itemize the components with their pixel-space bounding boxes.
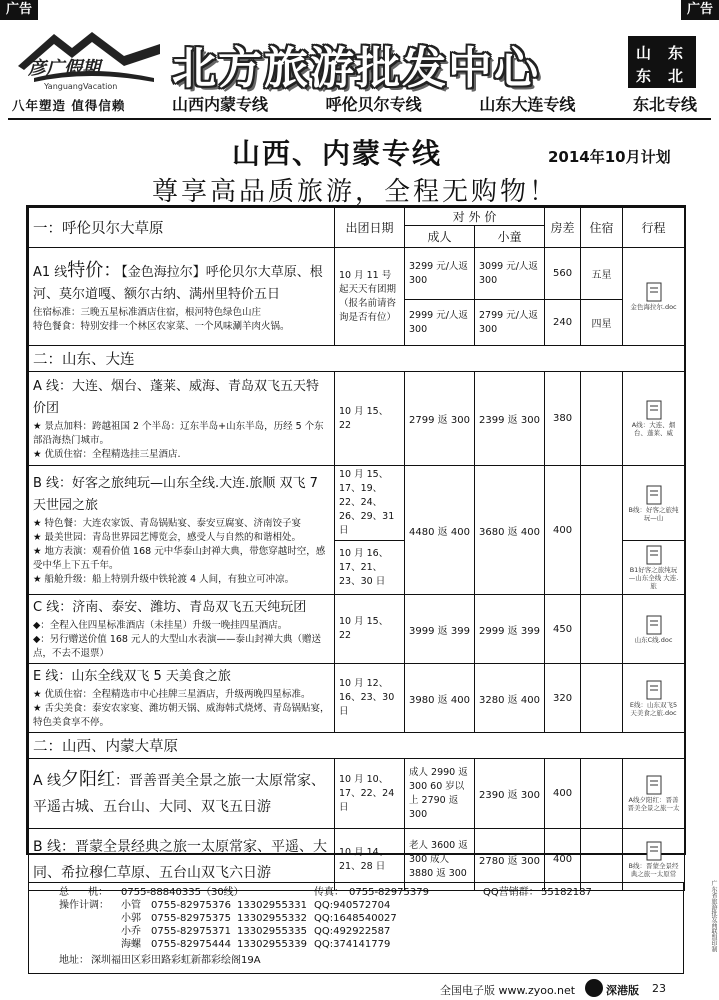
child-price: 2999 返 399 <box>475 595 545 664</box>
route-cell <box>29 664 335 733</box>
page-number: 23 <box>652 982 666 995</box>
logo-name: 彦广假期 <box>28 58 100 79</box>
route-note: ★ 特色餐：大连农家饭、青岛锅贴宴、泰安豆腐宴、济南饺子宴 <box>33 518 302 529</box>
route-note: ★ 舌尖美食：泰安农家宴、潍坊朝天锅、威海韩式烧烤、青岛锅贴宴，特色美食享不停。 <box>33 703 330 728</box>
badge-icon <box>585 979 603 997</box>
itinerary-table <box>28 207 685 891</box>
region-char: 东 <box>636 67 652 85</box>
document-icon <box>646 775 662 795</box>
document-icon <box>646 400 662 420</box>
itinerary-doc[interactable] <box>623 372 685 466</box>
region-char: 山 <box>636 44 652 62</box>
route-special: 夕阳红 <box>61 769 116 790</box>
itinerary-doc[interactable] <box>623 759 685 829</box>
qq-group-label: QQ营销群： <box>483 887 539 898</box>
itinerary-doc[interactable] <box>623 466 685 541</box>
route-note: ◆：另行赠送价值 168 元人的大型山水表演——泰山封禅大典（赠送点，不去不退票） <box>33 634 321 659</box>
doc-filename: A线：大连、烟台、蓬莱、威 <box>631 421 676 437</box>
staff-tel: 0755-82975371 <box>151 926 231 937</box>
line-item: 东北专线 <box>632 95 697 114</box>
site-link[interactable]: 全国电子版 www.zyoo.net <box>440 984 576 997</box>
route-title: E 线：山东全线双飞 5 天美食之旅 <box>33 669 231 684</box>
doc-filename: B线：晋蒙全景经典之旅一太原常 <box>628 862 679 878</box>
adult-price: 3980 返 400 <box>405 664 475 733</box>
route-title: B 线：好客之旅纯玩—山东全线.大连.旅顺 双飞 7天世园之旅 <box>33 476 318 513</box>
section-title: 一：呼伦贝尔大草原 <box>29 208 335 248</box>
plan-date: 2014年10月计划 <box>548 148 671 166</box>
route-note: 住宿标准：三晚五星标准酒店住宿，根河特色绿色山庄 <box>33 306 262 318</box>
route-title <box>33 260 330 306</box>
departure-date: 10 月 16、17、21、23、30 日 <box>335 541 405 595</box>
divider <box>8 118 711 120</box>
staff-tel: 0755-82975444 <box>151 939 231 950</box>
qq-group: 55182187 <box>541 887 592 898</box>
document-icon <box>646 680 662 700</box>
edition: 深港版 <box>606 984 639 997</box>
staff-name: 小郭 <box>121 913 141 924</box>
doc-filename: B线：好客之旅纯玩—山 <box>628 505 679 522</box>
itinerary-doc[interactable] <box>623 664 685 733</box>
staff-qq: QQ:492922587 <box>314 926 391 937</box>
room-diff: 400 <box>545 466 581 595</box>
route-title <box>33 767 330 820</box>
section-title: 二：山东、大连 <box>29 346 685 372</box>
child-price: 3099 元/人返 300 <box>475 248 545 300</box>
departure-date: 10 月 10、17、22、24 日 <box>335 759 405 829</box>
departure-date: 10 月 12、16、23、30 日 <box>335 664 405 733</box>
itinerary-doc[interactable] <box>623 595 685 664</box>
adult-price: 3999 返 399 <box>405 595 475 664</box>
child-price: 2390 返 300 <box>475 759 545 829</box>
route-special: 特价： <box>67 259 122 281</box>
staff-tel: 0755-82975376 <box>151 900 231 911</box>
col-room-diff: 房差 <box>545 208 581 248</box>
document-icon <box>646 282 662 302</box>
staff-name: 小乔 <box>121 926 141 937</box>
document-icon <box>646 545 662 565</box>
staff-name: 小管 <box>121 900 141 911</box>
room-diff: 400 <box>545 829 581 891</box>
region-char: 东 <box>668 44 684 62</box>
doc-filename: A线夕阳红：晋善晋美全景之旅一太 <box>627 796 680 812</box>
col-price: 对 外 价 <box>405 208 545 226</box>
region-char: 北 <box>668 67 684 85</box>
special-lines <box>172 92 697 115</box>
room-diff: 450 <box>545 595 581 664</box>
address-label: 地址： <box>59 955 89 966</box>
staff-mobile: 13302955332 <box>237 913 307 924</box>
child-price: 3680 返 400 <box>475 466 545 595</box>
main-phone-label: 总 机： <box>59 887 109 898</box>
subheading: 尊享高品质旅游，全程无购物！ <box>152 177 559 207</box>
line-item: 山东大连专线 <box>479 95 576 114</box>
route-title: C 线：济南、泰安、潍坊、青岛双飞五天纯玩团 <box>33 600 307 615</box>
fax-number: 0755-82975379 <box>349 887 429 898</box>
document-icon <box>646 615 662 635</box>
hotel-level <box>581 759 623 829</box>
col-child: 小童 <box>475 226 545 248</box>
itinerary-doc[interactable] <box>623 248 685 346</box>
room-diff: 380 <box>545 372 581 466</box>
room-diff: 240 <box>545 300 581 346</box>
route-cell <box>29 372 335 466</box>
brand-title: 北方旅游批发中心 <box>172 43 540 94</box>
contact-box <box>28 882 684 974</box>
ad-label-right: 广告 <box>681 0 719 20</box>
main-phone: 0755-88840335（30线） <box>121 887 244 898</box>
slogan: 八年塑造 值得信赖 <box>12 98 126 113</box>
doc-filename: 山东C线.doc <box>634 635 673 644</box>
route-cell <box>29 466 335 595</box>
staff-mobile: 13302955339 <box>237 939 307 950</box>
staff-mobile: 13302955335 <box>237 926 307 937</box>
adult-price: 2999 元/人返 300 <box>405 300 475 346</box>
adult-price: 老人 3600 返 300 成人 3880 返 300 <box>405 829 475 891</box>
departure-date: 10 月 15、17、19、22、24、26、29、31 日 <box>335 466 405 541</box>
staff-tel: 0755-82975375 <box>151 913 231 924</box>
staff-qq: QQ:1648540027 <box>314 913 397 924</box>
staff-qq: QQ:374141779 <box>314 939 391 950</box>
region-badge <box>628 36 696 88</box>
logo-english: YanguangVacation <box>44 82 118 91</box>
departure-date: 10 月 15、22 <box>335 595 405 664</box>
staff-qq: QQ:940572704 <box>314 900 391 911</box>
route-title-text: 【金色海拉尔】呼伦贝尔大草原、根河、莫尔道嘎、额尔古纳、满州里特价五日 <box>33 264 323 302</box>
route-cell <box>29 595 335 664</box>
route-title: A 线：大连、烟台、蓬莱、威海、青岛双飞五天特价团 <box>33 378 320 416</box>
ops-label: 操作计调： <box>59 900 109 911</box>
doc-filename: B1好客之旅纯玩—山东全线 大连.旅 <box>628 566 679 590</box>
company-logo <box>14 26 164 96</box>
route-prefix: A 线 <box>33 773 62 789</box>
document-icon <box>646 485 662 505</box>
col-hotel: 住宿 <box>581 208 623 248</box>
doc-filename: 金色海拉尔.doc <box>630 303 677 311</box>
line-item: 山西内蒙专线 <box>172 95 269 114</box>
route-note: ◆：全程入住四星标准酒店（未挂星）升级一晚挂四星酒店。 <box>33 620 288 631</box>
hotel-level: 五星 <box>581 248 623 300</box>
child-price: 2399 返 300 <box>475 372 545 466</box>
departure-date: 10 月 14、21、28 日 <box>335 829 405 891</box>
child-price: 2799 元/人返 300 <box>475 300 545 346</box>
route-note: ★ 景点加料：跨越祖国 2 个半岛：辽东半岛+山东半岛，历经 5 个东部沿海热门城市。 <box>33 420 324 446</box>
section-title: 二：山西、内蒙大草原 <box>29 733 685 759</box>
hotel-level <box>581 664 623 733</box>
page-heading: 山西、内蒙专线 <box>232 137 443 170</box>
line-item: 呼伦贝尔专线 <box>325 95 422 114</box>
fax-label: 传真： <box>314 887 344 898</box>
departure-date: 10 月 15、22 <box>335 372 405 466</box>
route-note: ★ 最美世园：青岛世界园艺博览会，感受人与自然的和谐相处。 <box>33 532 302 543</box>
col-departure: 出团日期 <box>335 208 405 248</box>
route-note: 特色餐食：特别安排一个林区农家菜、一个风味涮羊肉火锅。 <box>33 320 290 332</box>
room-diff: 560 <box>545 248 581 300</box>
staff-mobile: 13302955331 <box>237 900 307 911</box>
route-title-text: ：晋善晋美全景之旅一太原常家、平遥古城、五台山、大同、双飞五日游 <box>33 773 326 815</box>
document-icon <box>646 841 662 861</box>
hotel-level <box>581 466 623 595</box>
child-price: 2780 返 300 <box>475 829 545 891</box>
doc-filename: E线：山东双飞5天美食之旅.doc <box>629 700 678 717</box>
adult-price: 2799 返 300 <box>405 372 475 466</box>
col-itinerary: 行程 <box>623 208 685 248</box>
side-note: 广东省旅游批发商联盟印制 <box>710 880 717 952</box>
adult-price: 3299 元/人返 300 <box>405 248 475 300</box>
departure-date: 10 月 11 号起天天有团期（报名前请咨询是否有位） <box>335 248 405 346</box>
itinerary-doc[interactable] <box>623 541 685 595</box>
route-note: ★ 船舱升级：船上特别升级中铁轮渡 4 人间，有独立可冲凉。 <box>33 574 295 585</box>
hotel-level: 四星 <box>581 300 623 346</box>
room-diff: 400 <box>545 759 581 829</box>
route-note: ★ 优质住宿：全程精选市中心挂牌三星酒店，升级两晚四星标准。 <box>33 689 311 700</box>
route-prefix: A1 线 <box>33 264 68 280</box>
hotel-level <box>581 595 623 664</box>
route-title: B 线：晋蒙全景经典之旅一太原常家、平遥、大同、希拉穆仁草原、五台山双飞六日游 <box>33 838 328 881</box>
address: 深圳福田区彩田路彩虹新都彩绘阁19A <box>91 955 261 966</box>
route-cell <box>29 759 335 829</box>
col-adult: 成人 <box>405 226 475 248</box>
route-note: ★ 地方表演：观看价值 168 元中华泰山封禅大典，带您穿越时空，感受中华上下五千年。 <box>33 546 326 571</box>
ad-label-left: 广告 <box>0 0 38 20</box>
route-cell <box>29 248 335 346</box>
room-diff: 320 <box>545 664 581 733</box>
adult-price: 4480 返 400 <box>405 466 475 595</box>
route-note: ★ 优质住宿：全程精选挂三星酒店. <box>33 448 181 460</box>
hotel-level <box>581 372 623 466</box>
child-price: 3280 返 400 <box>475 664 545 733</box>
adult-price: 成人 2990 返 300 60 岁以上 2790 返 300 <box>405 759 475 829</box>
staff-name: 海螺 <box>121 939 141 950</box>
